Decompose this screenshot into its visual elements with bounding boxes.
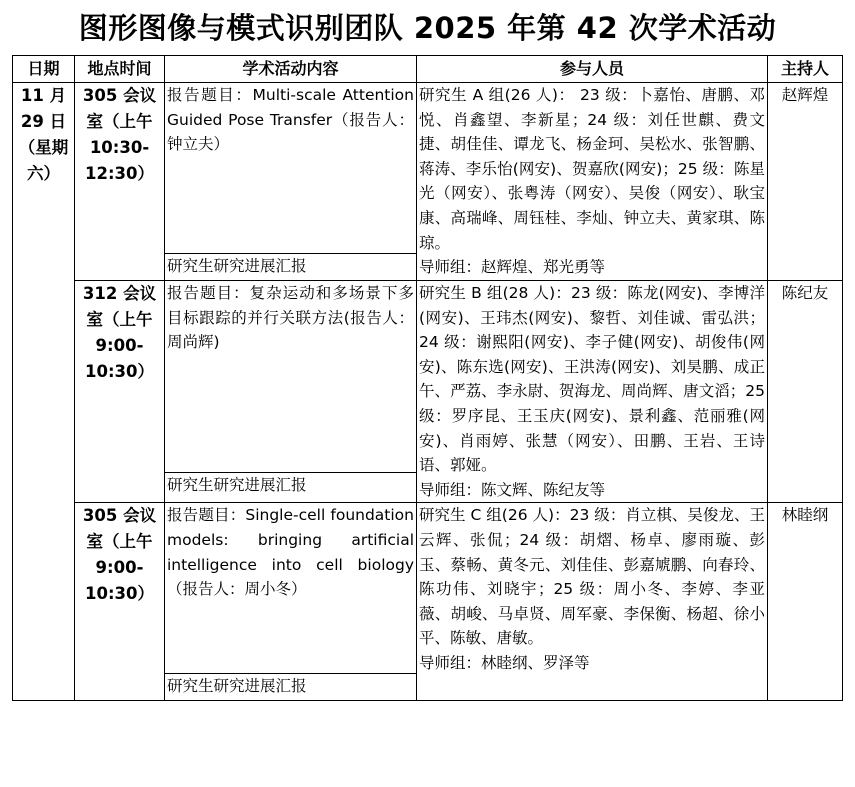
participants-cell — [417, 83, 768, 281]
progress-report-cell: 研究生研究进展汇报 — [165, 473, 417, 503]
host-cell: 陈纪友 — [768, 281, 843, 503]
page-title: 图形图像与模式识别团队 2025 年第 42 次学术活动 — [78, 11, 777, 45]
participants-text: 研究生 A 组(26 人)： 23 级：卜嘉怡、唐鹏、邓悦、肖鑫望、李新星；24 级：刘任世麒、费文捷、胡佳佳、谭龙飞、杨金珂、吴松水、张智鹏、蒋涛、李乐怡(网安)、贺嘉欣(网安)；25 级：陈星光（网安）、张粤涛（网安）、吴俊（网安）、耿宝康、高瑞峰、周钰桂、李灿、钟立夫、黄家琪、陈琼。 — [419, 86, 765, 252]
header-content: 学术活动内容 — [165, 56, 417, 83]
schedule-table — [12, 55, 843, 701]
table-row — [13, 281, 843, 473]
advisors-text: 导师组：林睦纲、罗泽等 — [419, 653, 590, 672]
participants-cell — [417, 503, 768, 701]
topic-text: 报告题目：Multi-scale Attention Guided Pose Transfer（报告人：钟立夫） — [167, 86, 414, 154]
topic-cell — [165, 503, 417, 674]
participants-text: 研究生 C 组(26 人)：23 级：肖立棋、吴俊龙、王云辉、张侃；24 级：胡熠、杨卓、廖雨璇、彭玉、蔡畅、黄冬元、刘佳佳、彭嘉虓鹏、向春玲、陈功伟、刘晓宇；25 级：周小冬、李婷、李亚薇、胡峻、马卓贤、周军豪、李保衡、杨超、徐小平、陈敏、唐敏。 — [419, 506, 765, 648]
progress-report-cell: 研究生研究进展汇报 — [165, 674, 417, 701]
topic-text: 报告题目：Single-cell foundation models: bringing artificial intelligence into cell biology（报告人：周小冬） — [167, 506, 414, 599]
topic-cell — [165, 83, 417, 254]
topic-text: 报告题目：复杂运动和多场景下多目标跟踪的并行关联方法(报告人：周尚辉) — [167, 284, 414, 352]
participants-cell — [417, 281, 768, 503]
host-cell: 林睦纲 — [768, 503, 843, 701]
date-cell: 11 月 29 日（星期六） — [13, 83, 75, 701]
place-time-cell: 305 会议室（上午 10:30-12:30） — [75, 83, 165, 281]
header-participants: 参与人员 — [417, 56, 768, 83]
advisors-text: 导师组：赵辉煌、郑光勇等 — [419, 258, 606, 277]
table-header-row — [13, 56, 843, 83]
place-time-cell: 312 会议室（上午 9:00-10:30） — [75, 281, 165, 503]
advisors-text: 导师组：陈文辉、陈纪友等 — [419, 480, 606, 499]
progress-report-cell: 研究生研究进展汇报 — [165, 254, 417, 281]
participants-text: 研究生 B 组(28 人)：23 级：陈龙(网安)、李博洋(网安)、王玮杰(网安)、黎哲、刘佳诚、雷弘洪；24 级：谢熙阳(网安)、李子健(网安)、胡俊伟(网安)、陈东选(网安)、王洪涛(网安)、刘昊鹏、成正午、严荔、李永尉、贺海龙、周尚辉、唐文滔；25 级：罗序昆、王玉庆(网安)、景利鑫、范丽雅(网安)、肖雨婷、张慧（网安）、田鹏、王岩、王诗语、郭娅。 — [419, 284, 765, 475]
table-row — [13, 83, 843, 254]
topic-cell — [165, 281, 417, 473]
header-host: 主持人 — [768, 56, 843, 83]
host-cell: 赵辉煌 — [768, 83, 843, 281]
place-time-cell: 305 会议室（上午 9:00-10:30） — [75, 503, 165, 701]
header-date: 日期 — [13, 56, 75, 83]
header-place-time: 地点时间 — [75, 56, 165, 83]
table-row — [13, 503, 843, 674]
